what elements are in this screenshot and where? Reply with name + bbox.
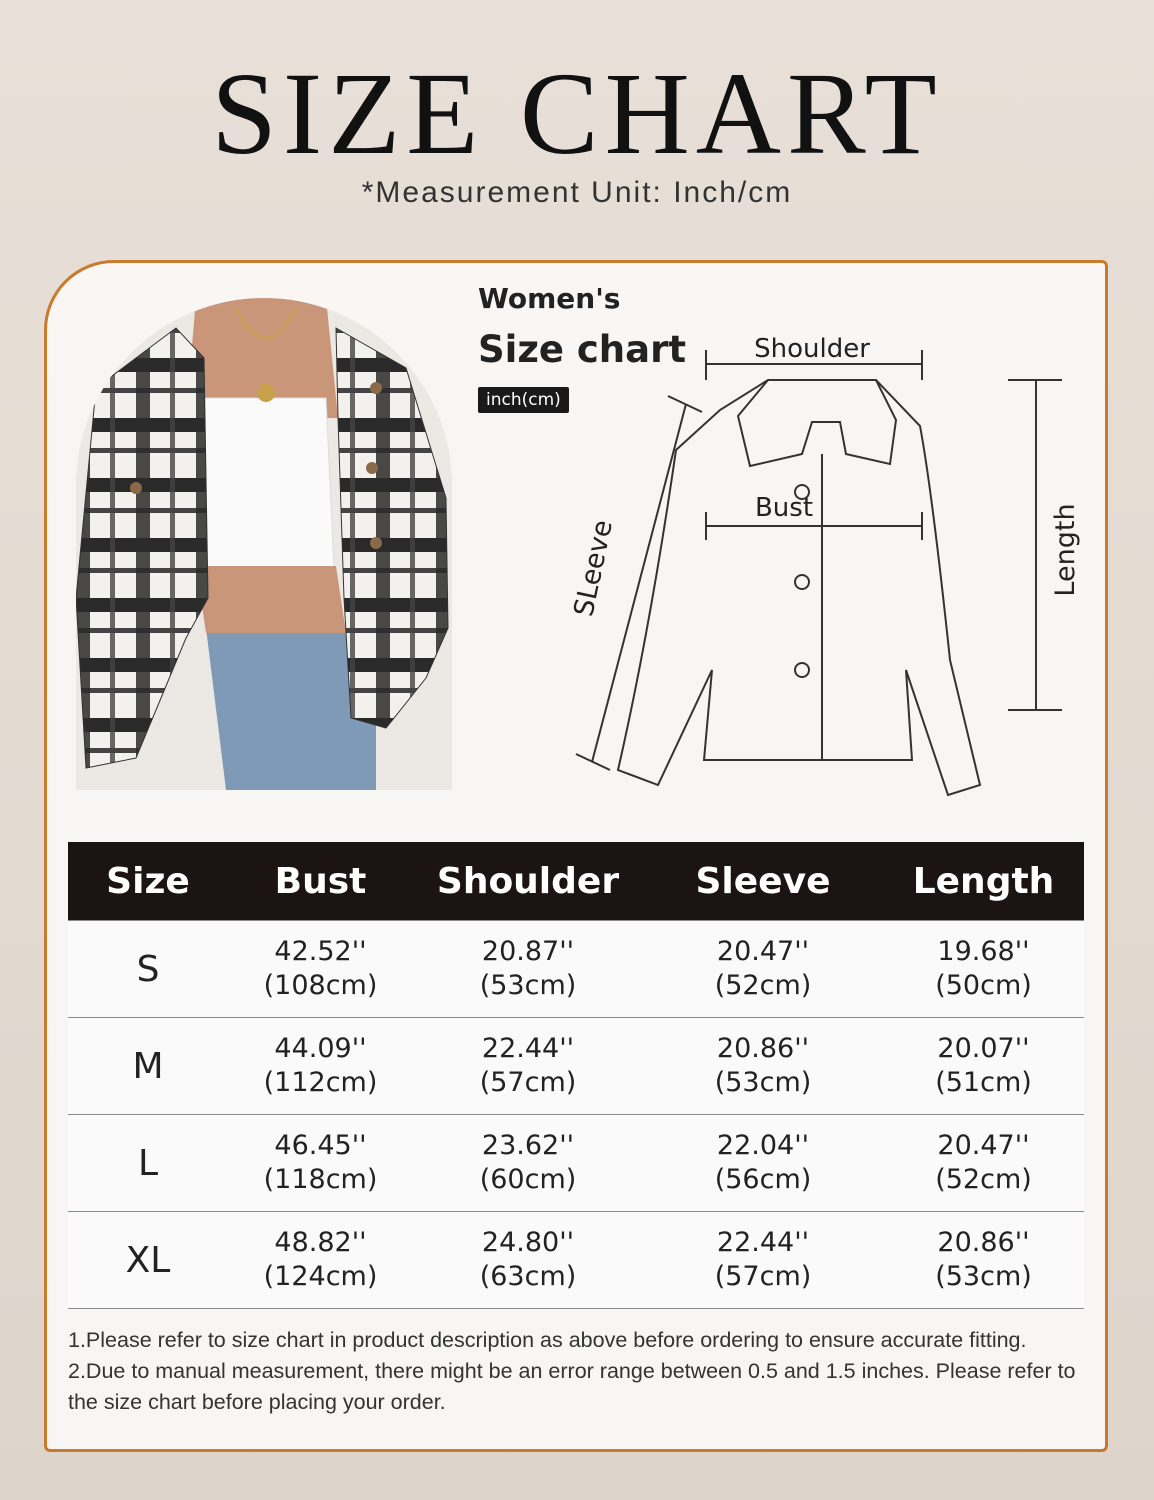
table-row: [68, 1212, 1084, 1309]
length-cell: 20.47'' (52cm): [883, 1115, 1084, 1212]
size-table: [68, 842, 1084, 1309]
length-label: Length: [1050, 503, 1081, 597]
table-row: [68, 1115, 1084, 1212]
column-header-sleeve: Sleeve: [643, 842, 883, 921]
table-row: [68, 1018, 1084, 1115]
sizing-notes: [68, 1325, 1098, 1418]
size-chart-heading: Size chart: [478, 328, 687, 371]
length-cell: 20.07'' (51cm): [883, 1018, 1084, 1115]
shoulder-label: Shoulder: [754, 334, 870, 364]
sleeve-cell: 22.44'' (57cm): [643, 1212, 883, 1309]
measurement-unit-note: *Measurement Unit: Inch/cm: [361, 176, 793, 209]
sleeve-cell: 20.86'' (53cm): [643, 1018, 883, 1115]
table-row: [68, 921, 1084, 1018]
sleeve-label: SLeeve: [568, 517, 619, 620]
sleeve-cell: 22.04'' (56cm): [643, 1115, 883, 1212]
bust-cell: 42.52'' (108cm): [228, 921, 413, 1018]
jacket-collar: [738, 380, 896, 466]
note-line: 1.Please refer to size chart in product description as above before ordering to ensure accurate fitting.: [68, 1328, 1027, 1352]
column-header-bust: Bust: [228, 842, 413, 921]
size-cell: S: [68, 921, 228, 1018]
product-photo: [76, 298, 452, 790]
plaid-jacket-model-image: [76, 298, 452, 790]
bust-cell: 48.82'' (124cm): [228, 1212, 413, 1309]
womens-heading: Women's: [478, 282, 621, 315]
size-cell: M: [68, 1018, 228, 1115]
shoulder-cell: 23.62'' (60cm): [413, 1115, 643, 1212]
bust-cell: 46.45'' (118cm): [228, 1115, 413, 1212]
sleeve-cell: 20.47'' (52cm): [643, 921, 883, 1018]
length-cell: 19.68'' (50cm): [883, 921, 1084, 1018]
unit-badge: inch(cm): [478, 387, 569, 413]
column-header-shoulder: Shoulder: [413, 842, 643, 921]
length-cell: 20.86'' (53cm): [883, 1212, 1084, 1309]
shoulder-cell: 20.87'' (53cm): [413, 921, 643, 1018]
bust-label: Bust: [754, 493, 814, 523]
table-header-row: [68, 842, 1084, 921]
column-header-length: Length: [883, 842, 1084, 921]
bust-cell: 44.09'' (112cm): [228, 1018, 413, 1115]
page-title: SIZE CHART: [211, 48, 943, 179]
size-cell: L: [68, 1115, 228, 1212]
measurement-diagram: [540, 330, 1100, 810]
shoulder-cell: 24.80'' (63cm): [413, 1212, 643, 1309]
note-line: 2.Due to manual measurement, there might be an error range between 0.5 and 1.5 inches. Please refer to the size chart before placing your order.: [68, 1359, 1076, 1414]
column-header-size: Size: [68, 842, 228, 921]
shoulder-cell: 22.44'' (57cm): [413, 1018, 643, 1115]
size-cell: XL: [68, 1212, 228, 1309]
